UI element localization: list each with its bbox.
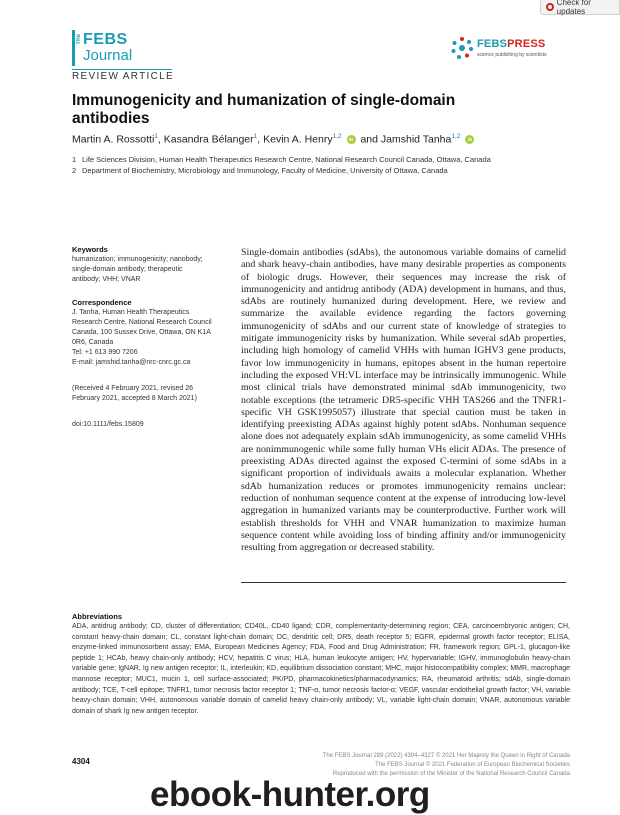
affiliation: 2 Department of Biochemistry, Microbiology and Immunology, Faculty of Medicine, University of Ottawa, Canada bbox=[72, 166, 448, 175]
abbreviations-heading: Abbreviations bbox=[72, 612, 123, 621]
logo-the: The bbox=[76, 34, 82, 45]
author-name[interactable]: Kasandra Bélanger bbox=[163, 133, 254, 146]
logo-bar bbox=[72, 30, 75, 66]
publisher-name: FEBSPRESS bbox=[477, 38, 546, 50]
orcid-icon[interactable]: iD bbox=[347, 135, 356, 144]
crossmark-icon bbox=[546, 3, 554, 11]
abstract-rule bbox=[241, 582, 566, 583]
check-for-updates-label: Check for updates bbox=[556, 0, 591, 16]
keywords-heading: Keywords bbox=[72, 245, 108, 254]
abstract: Single-domain antibodies (sdAbs), the autonomous variable domains of camelid and shark heavy-chain antibodies, have many desirable properties as components of biologic drugs. However, their sequences may increase the risk of immunogenicity and antidrug antibody (ADA) development in humans, and thus, sdAbs are routinely humanized during development. Here, we review and summarize the available evidence regarding the factors governing immunogenicity of sdAbs and our current state of knowledge of strategies to mitigate immunogenicity risks by humanization. While several sdAb properties, including high homology of camelid VHHs with human IGHV3 gene products, favor low immunogenicity in humans, epitopes absent in the human repertoire including the exposed VH:VL interface may be intrinsically immunogenic. While most clinical trials have demonstrated minimal sdAb immunogenicity, two notable exceptions (the tetrameric DR5-specific VHH TAS266 and the TNFR1-specific VH GSK1995057) illustrate that special caution must be taken in identifying preexisting ADAs against highly potent sdAbs. Nonhuman sequence alone does not adequately explain sdAb immunogenicity, as some camelid VHHs are nonimmunogenic while some fully human VHs elicit ADAs. The presence of preexisting ADAs directed against the exposed C-termini of some sdAbs in a significant proportion of individuals awaits a molecular explanation. Whether sdAb humanization reduces or promotes immunogenicity remains unclear: reduction of nonhuman sequence content at the expense of introducing low-level aggregation in humanized variants may be counterproductive. Further work will establish thresholds for VHH and VNAR humanization to maximize human sequence content while avoiding loss of binding affinity and/or immunogenicity resulting from aggregation or decreased stability. bbox=[241, 247, 566, 554]
correspondence-text: J. Tanha, Human Health Therapeutics Research Centre, National Research Council Canada, 100 Sussex Drive, Ottawa, ON K1A 0R6, Canada Tel: +1 613 990 7206 E-mail: jamshid.tanha@nrc-cnrc.gc.ca bbox=[72, 308, 222, 368]
febs-press-dots-icon bbox=[450, 36, 474, 60]
check-for-updates-button[interactable] bbox=[540, 0, 620, 15]
article-type: REVIEW ARTICLE bbox=[72, 71, 174, 82]
author-name[interactable]: Jamshid Tanha bbox=[380, 133, 452, 146]
author-affiliation-marker[interactable]: 1,2 bbox=[451, 133, 461, 140]
footer-copyright: The FEBS Journal 289 (2022) 4304–4327 © 2021 Her Majesty the Queen in Right of Canada The FEBS Journal © 2021 Federation of European Biochemical Societies Reproduced with the permission of the Minister of the National Research Council Canada bbox=[322, 753, 570, 777]
publisher-tagline: science publishing by scientists bbox=[477, 52, 547, 58]
header-rule bbox=[72, 69, 172, 70]
logo-febs: FEBS bbox=[83, 31, 128, 48]
orcid-icon[interactable]: iD bbox=[465, 135, 474, 144]
article-title: Immunogenicity and humanization of single-domain antibodies bbox=[72, 92, 456, 127]
watermark: ebook-hunter.org bbox=[150, 775, 430, 814]
affiliation: 1 Life Sciences Division, Human Health Therapeutics Research Centre, National Research Council Canada, Ottawa, Canada bbox=[72, 155, 491, 164]
doi-link[interactable]: doi:10.1111/febs.15809 bbox=[72, 421, 144, 428]
author-list: Martin A. Rossotti$^1$, Kasandra Bélanger$^1$, Kevin A. Henry$^{1,2}$ iD and Jamshid Tanha$^{1,2}$ iD bbox=[72, 133, 572, 146]
correspondence-heading: Correspondence bbox=[72, 298, 132, 307]
publisher-logo bbox=[450, 36, 570, 64]
abbreviations-text: ADA, antidrug antibody; CD, cluster of differentiation; CD40L, CD40 ligand; CDR, complementarity-determining region; CEA, carcinoembryonic antigen; CH, constant heavy-chain domain; CL, constant light-chain domain; DC, dendritic cell; DR5, death receptor 5; EGFR, epidermal growth factor receptor; ELISA, enzyme-linked immunosorbent assay; EMA, European Medicines Agency; FDA, Food and Drug Administration; FR, framework region; GPL-1, glucagon-like peptide 1; HCAb, heavy chain-only antibody; HCV, hepatitis C virus; HLA, human leukocyte antigen; HV, hypervariable; IGHV, immunoglobulin heavy-chain variable gene; IgNAR, Ig new antigen receptor; IL, interleukin; KD, equilibrium dissociation constant; MHC, major histocompatibility complex; MMR, macrophage mannose receptor; MUC1, mucin 1, cell surface-associated; PK/PD, pharmacokinetics/pharmacodynamics; RA, rheumatoid arthritis; sdAb, single-domain antibody; TCE, T-cell epitope; TNFR1, tumor necrosis factor receptor 1; TNF-α, tumor necrosis factor-α; VEGF, vascular endothelial growth factor; VH, variable heavy-chain domain; VHH, autonomous variable domain of camelid heavy chain-only antibody; VL, variable light-chain domain; VNAR, autonomous variable domain of shark Ig new antigen receptor. bbox=[72, 623, 570, 715]
logo-journal: Journal bbox=[83, 47, 133, 64]
page-number: 4304 bbox=[72, 757, 90, 766]
author-affiliation-marker[interactable]: 1 bbox=[253, 133, 258, 140]
correspondence-email[interactable]: E-mail: jamshid.tanha@nrc-cnrc.gc.ca bbox=[72, 359, 191, 366]
author-affiliation-marker[interactable]: 1,2 bbox=[332, 133, 342, 140]
author-name[interactable]: Kevin A. Henry bbox=[263, 133, 333, 146]
author-affiliation-marker[interactable]: 1 bbox=[154, 133, 158, 140]
received-dates: (Received 4 February 2021, revised 26 February 2021, accepted 8 March 2021) bbox=[72, 385, 197, 402]
journal-logo bbox=[72, 30, 192, 66]
keywords-text: humanization; immunogenicity; nanobody; single-domain antibody; therapeutic antibody; VHH; VNAR bbox=[72, 256, 203, 283]
author-name[interactable]: Martin A. Rossotti bbox=[72, 133, 155, 146]
